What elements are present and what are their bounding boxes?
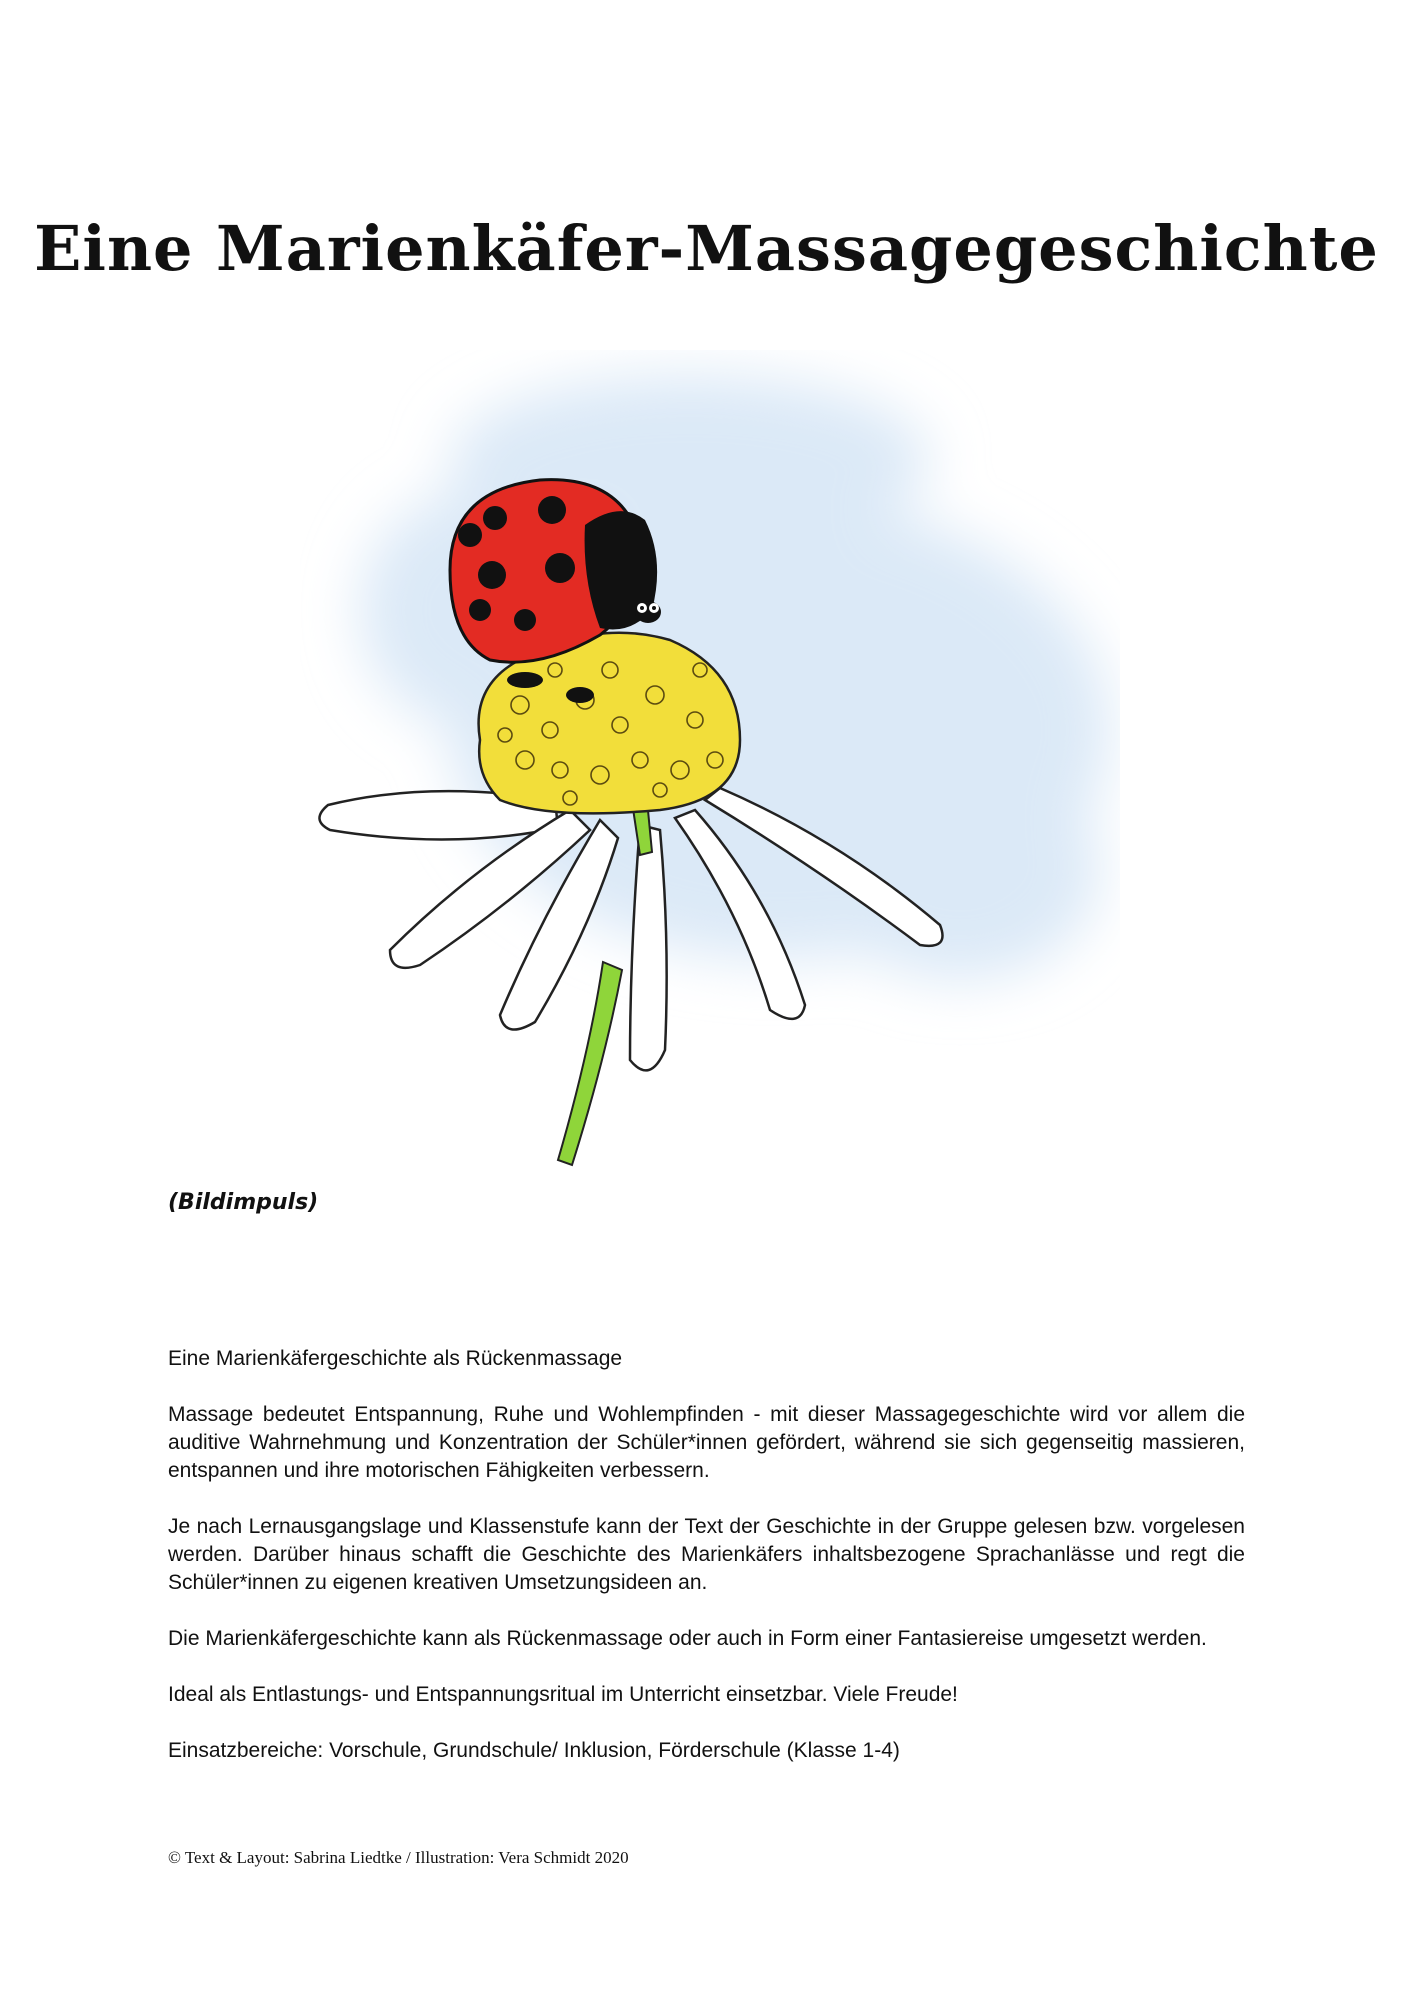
paragraph-ritual: Ideal als Entlastungs- und Entspannungsritual im Unterricht einsetzbar. Viele Freude! xyxy=(168,1683,958,1706)
paragraph-areas: Einsatzbereiche: Vorschule, Grundschule/ Inklusion, Förderschule (Klasse 1-4) xyxy=(168,1739,900,1762)
ladybug-on-daisy-illustration xyxy=(300,350,1120,1180)
footer-credits: © Text & Layout: Sabrina Liedtke / Illustration: Vera Schmidt 2020 xyxy=(168,1848,629,1867)
image-caption: (Bildimpuls) xyxy=(168,1190,319,1215)
body-text xyxy=(168,1345,1245,1793)
paragraph-forms: Die Marienkäfergeschichte kann als Rückenmassage oder auch in Form einer Fantasiereise umgesetzt werden. xyxy=(168,1627,1207,1650)
flower-stem xyxy=(558,962,622,1165)
paragraph-massage: Massage bedeutet Entspannung, Ruhe und Wohlempfinden - mit dieser Massagegeschichte wird vor allem die auditive Wahrnehmung und Konzentration der Schüler*innen gefördert, während sie sich gegenseitig massieren, entspannen und ihre motorischen Fähigkeiten verbessern. xyxy=(168,1403,1245,1482)
paragraph-intro: Eine Marienkäfergeschichte als Rückenmassage xyxy=(168,1347,623,1370)
paragraph-usage: Je nach Lernausgangslage und Klassenstufe kann der Text der Geschichte in der Gruppe gelesen bzw. vorgelesen werden. Darüber hinaus schafft die Geschichte des Marienkäfers inhaltsbezogene Sprachanlässe und regt die Schüler*innen zu eigenen kreativen Umsetzungsideen an. xyxy=(168,1515,1245,1594)
page-title: Eine Marienkäfer-Massagegeschichte xyxy=(34,211,1379,285)
